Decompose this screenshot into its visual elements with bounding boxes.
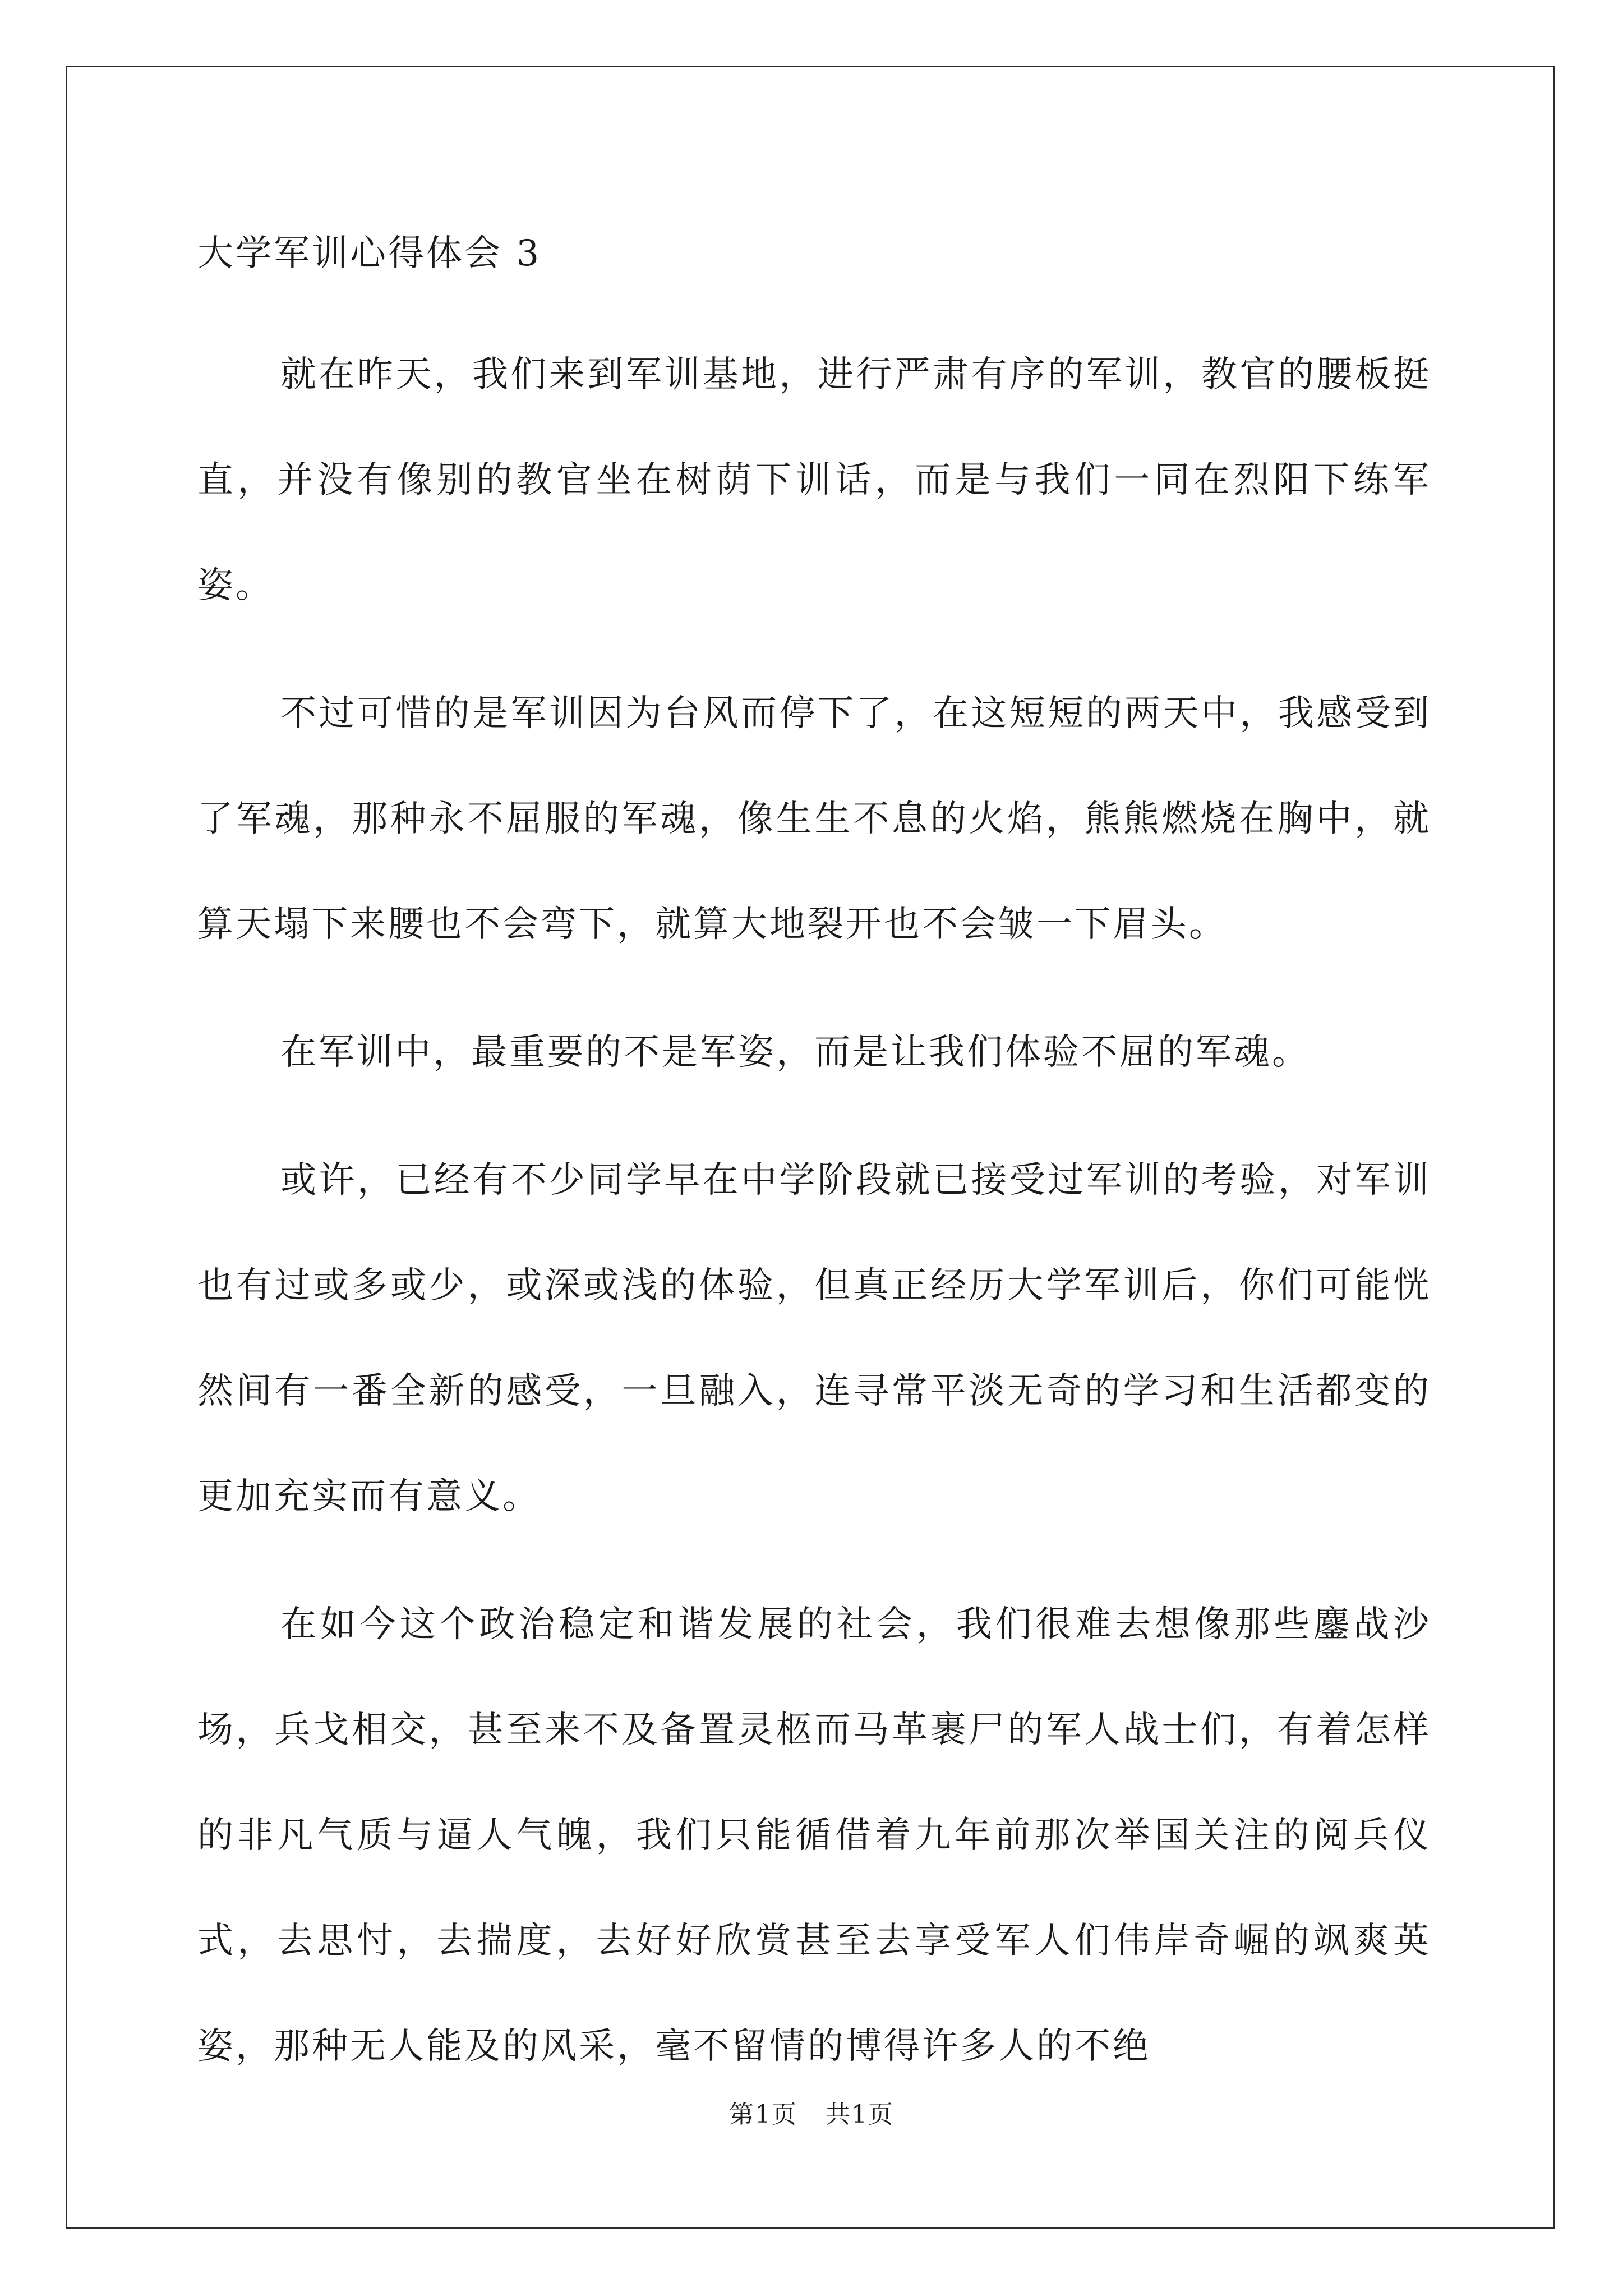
paragraph-1: 就在昨天，我们来到军训基地，进行严肃有序的军训，教官的腰板挺直，并没有像别的教官坐在树荫下训话，而是与我们一同在烈阳下练军姿。 [197, 354, 1431, 606]
paragraph-4: 或许，已经有不少同学早在中学阶段就已接受过军训的考验，对军训也有过或多或少，或深或浅的体验，但真正经历大学军训后，你们可能恍然间有一番全新的感受，一旦融入，连寻常平淡无奇的学习和生活都变的更加充实而有意义。 [197, 1159, 1431, 1517]
page-footer [0, 2098, 1623, 2132]
page-number-total: 共1页 [826, 2100, 894, 2129]
paragraph-5: 在如今这个政治稳定和谐发展的社会，我们很难去想像那些鏖战沙场，兵戈相交，甚至来不及备置灵柩而马革裹尸的军人战士们，有着怎样的非凡气质与逼人气魄，我们只能循借着九年前那次举国关注的阅兵仪式，去思忖，去揣度，去好好欣赏甚至去享受军人们伟岸奇崛的飒爽英姿，那种无人能及的风采，毫不留情的博得许多人的不绝 [197, 1604, 1431, 2067]
paragraph-3: 在军训中，最重要的不是军姿，而是让我们体验不屈的军魂。 [280, 1032, 1310, 1073]
page-number-current: 第1页 [729, 2100, 797, 2129]
paragraph-2: 不过可惜的是军训因为台风而停下了，在这短短的两天中，我感受到了军魂，那种永不屈服的军魂，像生生不息的火焰，熊熊燃烧在胸中，就算天塌下来腰也不会弯下，就算大地裂开也不会皱一下眉头。 [197, 693, 1431, 945]
document-title: 大学军训心得体会 3 [197, 233, 542, 274]
document-body [197, 220, 1431, 2099]
